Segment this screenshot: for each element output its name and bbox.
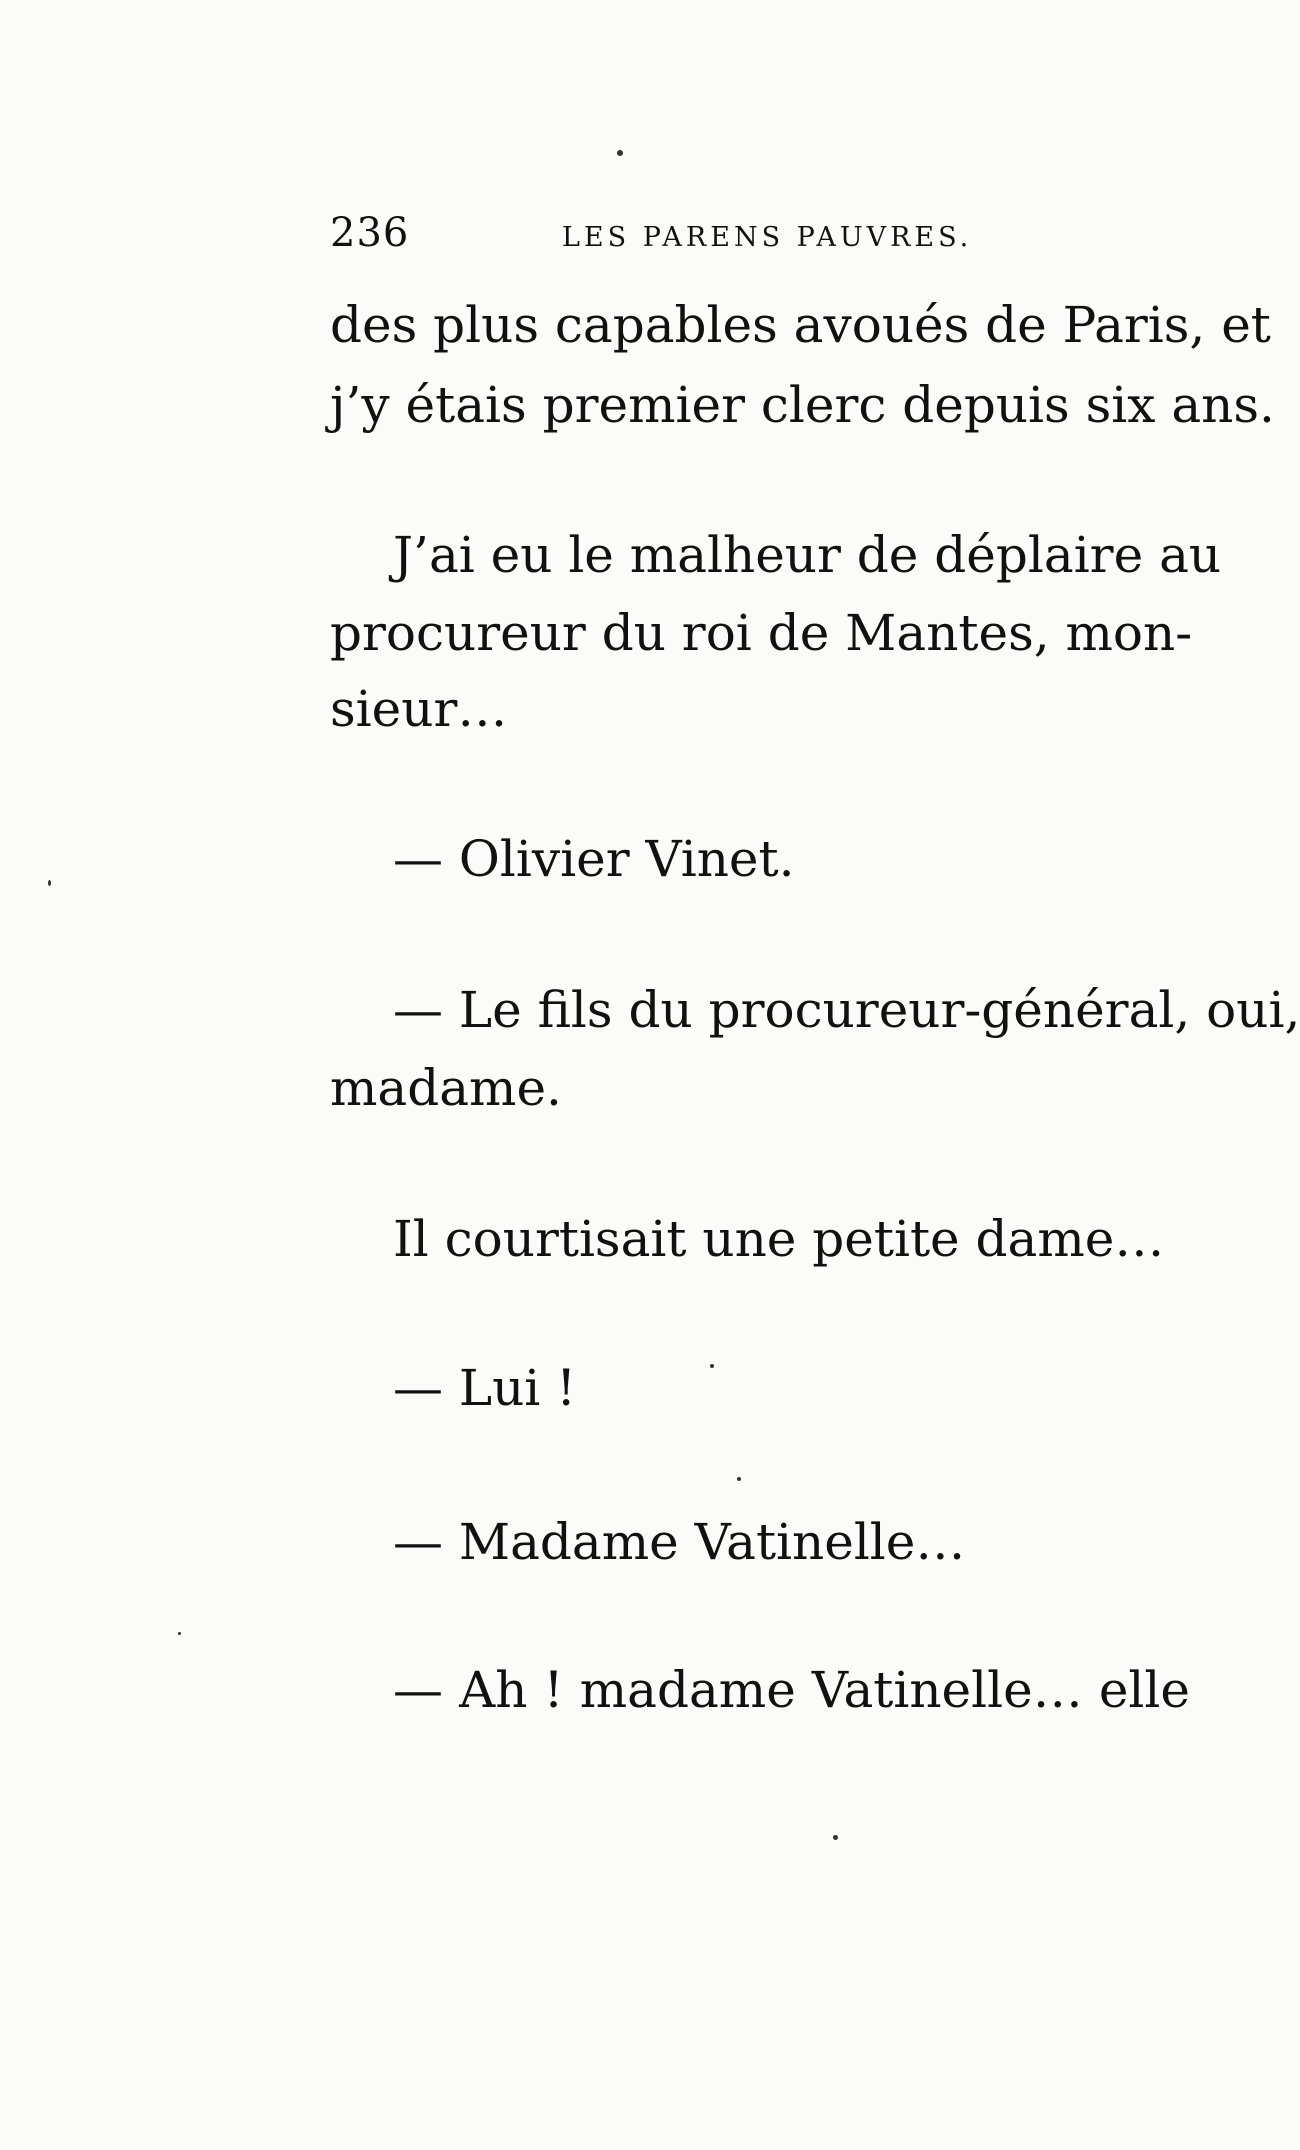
dialogue-line-4: — Madame Vatinelle… <box>393 1513 966 1571</box>
dialogue-line-3: — Lui ! <box>393 1359 577 1417</box>
text-line-9: Il courtisait une petite dame… <box>393 1210 1165 1268</box>
text-line-1: des plus capables avoués de Paris, et <box>330 296 1271 354</box>
dialogue-line-5: — Ah ! madame Vatinelle… elle <box>393 1661 1190 1719</box>
page-header <box>330 210 1190 270</box>
running-title: LES PARENS PAUVRES. <box>562 222 973 253</box>
text-line-3: J’ai eu le malheur de déplaire au <box>393 526 1222 584</box>
text-line-8: madame. <box>330 1059 562 1117</box>
page-number: 236 <box>330 210 410 256</box>
text-line-2: j’y étais premier clerc depuis six ans. <box>330 376 1275 434</box>
print-speck <box>833 1835 838 1840</box>
text-line-5: sieur… <box>330 680 508 738</box>
text-line-4: procureur du roi de Mantes, mon- <box>330 604 1193 662</box>
print-speck <box>710 1364 714 1368</box>
print-speck <box>178 1632 181 1635</box>
print-speck <box>48 880 51 886</box>
dialogue-line-2: — Le fils du procureur-général, oui, <box>393 981 1300 1039</box>
print-speck <box>617 150 623 156</box>
print-speck <box>737 1477 741 1481</box>
dialogue-line-1: — Olivier Vinet. <box>393 830 795 888</box>
